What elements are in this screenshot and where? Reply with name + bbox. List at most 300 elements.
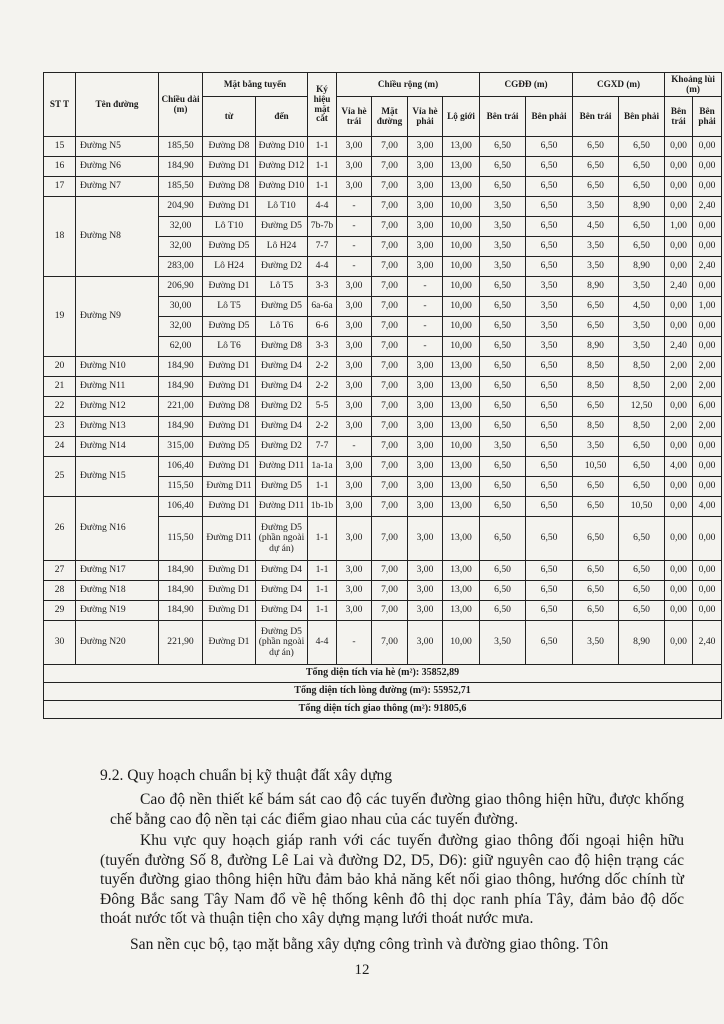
- cell-cgxdp: 6,50: [619, 237, 665, 257]
- cell-kh: 4-4: [308, 197, 337, 217]
- cell-dai: 30,00: [159, 297, 203, 317]
- cell-kh: 1-1: [308, 177, 337, 197]
- cell-road-name: Đường N17: [76, 561, 159, 581]
- cell-cgxdt: 3,50: [573, 197, 619, 217]
- cell-tu: Đường D11: [203, 517, 256, 561]
- cell-cgddp: 6,50: [526, 581, 573, 601]
- cell-cgddp: 6,50: [526, 457, 573, 477]
- cell-klt: 2,00: [665, 357, 693, 377]
- cell-vhp: -: [408, 317, 443, 337]
- cell-kh: 7-7: [308, 437, 337, 457]
- cell-kh: 2-2: [308, 417, 337, 437]
- cell-den: Lô T5: [256, 277, 308, 297]
- cell-kh: 5-5: [308, 397, 337, 417]
- cell-den: Đường D2: [256, 397, 308, 417]
- cell-cgddp: 6,50: [526, 561, 573, 581]
- cell-cgxdt: 6,50: [573, 517, 619, 561]
- cell-vht: -: [337, 437, 372, 457]
- cell-kh: 6-6: [308, 317, 337, 337]
- header-cgdd-ben-phai: Bên phải: [526, 97, 573, 137]
- cell-cgxdt: 8,90: [573, 337, 619, 357]
- cell-cgddt: 6,50: [480, 137, 526, 157]
- cell-cgxdt: 3,50: [573, 621, 619, 665]
- cell-cgddt: 6,50: [480, 477, 526, 497]
- cell-stt: 20: [44, 357, 76, 377]
- cell-den: Lô H24: [256, 237, 308, 257]
- table-row: [44, 197, 722, 217]
- total-row: [44, 701, 722, 719]
- cell-vht: 3,00: [337, 457, 372, 477]
- cell-cgxdp: 6,50: [619, 581, 665, 601]
- cell-stt: 26: [44, 497, 76, 561]
- cell-md: 7,00: [372, 457, 408, 477]
- cell-dai: 184,90: [159, 561, 203, 581]
- table-body: [44, 137, 722, 719]
- cell-kh: 1-1: [308, 581, 337, 601]
- cell-cgddp: 6,50: [526, 217, 573, 237]
- header-lo-gioi: Lộ giới: [443, 97, 480, 137]
- cell-vhp: 3,00: [408, 357, 443, 377]
- cell-cgxdt: 6,50: [573, 581, 619, 601]
- cell-md: 7,00: [372, 177, 408, 197]
- cell-cgxdt: 6,50: [573, 177, 619, 197]
- cell-klt: 0,00: [665, 317, 693, 337]
- road-specs-table: [43, 72, 722, 719]
- cell-kh: 1-1: [308, 137, 337, 157]
- cell-cgddp: 6,50: [526, 621, 573, 665]
- cell-kh: 1-1: [308, 157, 337, 177]
- cell-cgxdt: 4,50: [573, 217, 619, 237]
- cell-vhp: 3,00: [408, 237, 443, 257]
- cell-cgxdt: 8,90: [573, 277, 619, 297]
- cell-klt: 0,00: [665, 517, 693, 561]
- cell-tu: Đường D1: [203, 357, 256, 377]
- cell-cgddp: 6,50: [526, 197, 573, 217]
- cell-lg: 13,00: [443, 137, 480, 157]
- cell-cgxdp: 6,50: [619, 177, 665, 197]
- cell-dai: 184,90: [159, 357, 203, 377]
- cell-tu: Đường D8: [203, 177, 256, 197]
- cell-cgxdt: 8,50: [573, 357, 619, 377]
- cell-klt: 4,00: [665, 457, 693, 477]
- cell-vhp: 3,00: [408, 257, 443, 277]
- total-cell: Tổng diện tích lòng đường (m²): 55952,71: [44, 683, 722, 701]
- cell-den: Đường D4: [256, 561, 308, 581]
- cell-cgxdt: 8,50: [573, 417, 619, 437]
- cell-stt: 19: [44, 277, 76, 357]
- cell-kh: 2-2: [308, 377, 337, 397]
- cell-lg: 10,00: [443, 277, 480, 297]
- cell-cgddt: 3,50: [480, 437, 526, 457]
- cell-md: 7,00: [372, 561, 408, 581]
- cell-tu: Đường D1: [203, 621, 256, 665]
- cell-cgxdt: 6,50: [573, 477, 619, 497]
- cell-lg: 13,00: [443, 157, 480, 177]
- cell-kh: 1a-1a: [308, 457, 337, 477]
- cell-vht: 3,00: [337, 417, 372, 437]
- cell-vht: 3,00: [337, 137, 372, 157]
- cell-lg: 10,00: [443, 217, 480, 237]
- cell-vhp: 3,00: [408, 437, 443, 457]
- cell-cgddt: 6,50: [480, 277, 526, 297]
- table-row: [44, 377, 722, 397]
- cell-tu: Đường D1: [203, 561, 256, 581]
- cell-tu: Đường D5: [203, 437, 256, 457]
- cell-klp: 0,00: [693, 437, 722, 457]
- cell-vhp: 3,00: [408, 417, 443, 437]
- cell-md: 7,00: [372, 197, 408, 217]
- cell-md: 7,00: [372, 217, 408, 237]
- header-stt: ST T: [44, 73, 76, 137]
- cell-tu: Lô T5: [203, 297, 256, 317]
- cell-road-name: Đường N7: [76, 177, 159, 197]
- cell-vht: 3,00: [337, 581, 372, 601]
- cell-dai: 106,40: [159, 457, 203, 477]
- cell-vhp: 3,00: [408, 397, 443, 417]
- cell-vhp: 3,00: [408, 377, 443, 397]
- cell-klt: 0,00: [665, 497, 693, 517]
- cell-cgddt: 6,50: [480, 601, 526, 621]
- cell-road-name: Đường N16: [76, 497, 159, 561]
- cell-den: Đường D4: [256, 377, 308, 397]
- table-row: [44, 277, 722, 297]
- cell-cgxdp: 8,50: [619, 377, 665, 397]
- cell-cgddt: 6,50: [480, 297, 526, 317]
- table-row: [44, 177, 722, 197]
- cell-den: Đường D5: [256, 477, 308, 497]
- cell-lg: 13,00: [443, 177, 480, 197]
- table-row: [44, 437, 722, 457]
- cell-klp: 0,00: [693, 337, 722, 357]
- cell-cgxdt: 6,50: [573, 317, 619, 337]
- header-cgdd: CGĐĐ (m): [480, 73, 573, 97]
- cell-klp: 0,00: [693, 477, 722, 497]
- total-cell: Tổng diện tích vỉa hè (m²): 35852,89: [44, 665, 722, 683]
- cell-klp: 0,00: [693, 217, 722, 237]
- cell-cgddt: 6,50: [480, 417, 526, 437]
- cell-cgxdt: 3,50: [573, 437, 619, 457]
- header-via-he-trai: Vỉa hè trái: [337, 97, 372, 137]
- cell-cgddt: 6,50: [480, 581, 526, 601]
- cell-dai: 184,90: [159, 601, 203, 621]
- cell-cgddp: 6,50: [526, 177, 573, 197]
- header-den: đến: [256, 97, 308, 137]
- cell-cgddt: 6,50: [480, 337, 526, 357]
- cell-klp: 0,00: [693, 517, 722, 561]
- cell-cgddt: 6,50: [480, 157, 526, 177]
- cell-dai: 115,50: [159, 477, 203, 497]
- table-row: [44, 621, 722, 665]
- cell-kh: 6a-6a: [308, 297, 337, 317]
- cell-vht: 3,00: [337, 477, 372, 497]
- cell-md: 7,00: [372, 377, 408, 397]
- cell-cgddt: 6,50: [480, 177, 526, 197]
- cell-den: Đường D4: [256, 581, 308, 601]
- cell-road-name: Đường N14: [76, 437, 159, 457]
- cell-dai: 184,90: [159, 377, 203, 397]
- cell-klp: 0,00: [693, 601, 722, 621]
- cell-cgddp: 3,50: [526, 297, 573, 317]
- cell-lg: 10,00: [443, 621, 480, 665]
- cell-lg: 13,00: [443, 561, 480, 581]
- cell-road-name: Đường N20: [76, 621, 159, 665]
- cell-kh: 2-2: [308, 357, 337, 377]
- cell-cgddt: 3,50: [480, 237, 526, 257]
- cell-md: 7,00: [372, 357, 408, 377]
- cell-vht: -: [337, 257, 372, 277]
- cell-tu: Đường D1: [203, 377, 256, 397]
- cell-kh: 1-1: [308, 601, 337, 621]
- cell-klp: 2,00: [693, 417, 722, 437]
- header-ten-duong: Tên đường: [76, 73, 159, 137]
- cell-stt: 24: [44, 437, 76, 457]
- cell-md: 7,00: [372, 397, 408, 417]
- cell-cgddt: 6,50: [480, 397, 526, 417]
- cell-md: 7,00: [372, 317, 408, 337]
- cell-tu: Đường D1: [203, 457, 256, 477]
- cell-klt: 0,00: [665, 437, 693, 457]
- cell-cgddp: 6,50: [526, 157, 573, 177]
- header-tu: từ: [203, 97, 256, 137]
- cell-klt: 0,00: [665, 297, 693, 317]
- cell-cgxdt: 8,50: [573, 377, 619, 397]
- cell-cgxdp: 10,50: [619, 497, 665, 517]
- cell-klt: 0,00: [665, 237, 693, 257]
- cell-klp: 2,00: [693, 377, 722, 397]
- cell-stt: 15: [44, 137, 76, 157]
- cell-klp: 2,40: [693, 257, 722, 277]
- section-heading: 9.2. Quy hoạch chuẩn bị kỹ thuật đất xây dựng: [100, 767, 393, 784]
- cell-den: Đường D4: [256, 357, 308, 377]
- cell-cgddp: 6,50: [526, 601, 573, 621]
- cell-lg: 10,00: [443, 237, 480, 257]
- cell-lg: 13,00: [443, 497, 480, 517]
- cell-cgxdp: 8,90: [619, 197, 665, 217]
- cell-vhp: 3,00: [408, 561, 443, 581]
- cell-kh: 1-1: [308, 561, 337, 581]
- cell-md: 7,00: [372, 581, 408, 601]
- cell-stt: 30: [44, 621, 76, 665]
- table-row: [44, 497, 722, 517]
- cell-road-name: Đường N11: [76, 377, 159, 397]
- header-via-he-phai: Vỉa hè phải: [408, 97, 443, 137]
- cell-vht: 3,00: [337, 357, 372, 377]
- cell-road-name: Đường N12: [76, 397, 159, 417]
- cell-klt: 2,00: [665, 377, 693, 397]
- cell-md: 7,00: [372, 137, 408, 157]
- cell-lg: 10,00: [443, 197, 480, 217]
- cell-lg: 13,00: [443, 377, 480, 397]
- cell-vhp: -: [408, 337, 443, 357]
- cell-lg: 13,00: [443, 357, 480, 377]
- cell-cgddt: 3,50: [480, 217, 526, 237]
- cell-cgxdp: 8,90: [619, 621, 665, 665]
- cell-klt: 0,00: [665, 137, 693, 157]
- cell-tu: Đường D11: [203, 477, 256, 497]
- cell-cgxdp: 6,50: [619, 561, 665, 581]
- cell-klt: 2,40: [665, 277, 693, 297]
- cell-cgxdt: 6,50: [573, 561, 619, 581]
- cell-lg: 13,00: [443, 417, 480, 437]
- cell-md: 7,00: [372, 277, 408, 297]
- cell-cgddp: 6,50: [526, 417, 573, 437]
- total-row: [44, 683, 722, 701]
- cell-vht: -: [337, 217, 372, 237]
- cell-cgddp: 3,50: [526, 277, 573, 297]
- cell-cgxdp: 6,50: [619, 157, 665, 177]
- cell-cgddt: 3,50: [480, 621, 526, 665]
- cell-vht: 3,00: [337, 377, 372, 397]
- cell-md: 7,00: [372, 601, 408, 621]
- cell-cgddt: 6,50: [480, 497, 526, 517]
- cell-klp: 0,00: [693, 157, 722, 177]
- table-row: [44, 357, 722, 377]
- table-row: [44, 561, 722, 581]
- cell-klt: 0,00: [665, 397, 693, 417]
- cell-den: Lô T10: [256, 197, 308, 217]
- cell-cgddp: 6,50: [526, 377, 573, 397]
- cell-tu: Lô H24: [203, 257, 256, 277]
- cell-md: 7,00: [372, 437, 408, 457]
- cell-stt: 27: [44, 561, 76, 581]
- cell-kh: 3-3: [308, 277, 337, 297]
- cell-klt: 0,00: [665, 197, 693, 217]
- cell-tu: Đường D5: [203, 237, 256, 257]
- cell-vhp: 3,00: [408, 137, 443, 157]
- header-kl-ben-phai: Bên phải: [693, 97, 722, 137]
- cell-road-name: Đường N6: [76, 157, 159, 177]
- cell-md: 7,00: [372, 337, 408, 357]
- cell-md: 7,00: [372, 477, 408, 497]
- cell-cgddp: 6,50: [526, 517, 573, 561]
- cell-cgxdp: 12,50: [619, 397, 665, 417]
- cell-tu: Đường D5: [203, 317, 256, 337]
- header-chieu-rong: Chiều rộng (m): [337, 73, 480, 97]
- cell-vhp: 3,00: [408, 457, 443, 477]
- cell-cgddp: 6,50: [526, 397, 573, 417]
- cell-lg: 10,00: [443, 297, 480, 317]
- cell-lg: 10,00: [443, 257, 480, 277]
- cell-den: Đường D4: [256, 417, 308, 437]
- total-row: [44, 665, 722, 683]
- cell-cgddp: 6,50: [526, 437, 573, 457]
- cell-stt: 16: [44, 157, 76, 177]
- cell-cgxdp: 6,50: [619, 137, 665, 157]
- cell-road-name: Đường N5: [76, 137, 159, 157]
- cell-cgddt: 6,50: [480, 457, 526, 477]
- cell-dai: 115,50: [159, 517, 203, 561]
- cell-cgddp: 6,50: [526, 137, 573, 157]
- cell-dai: 206,90: [159, 277, 203, 297]
- cell-den: Đường D2: [256, 437, 308, 457]
- cell-klt: 0,00: [665, 477, 693, 497]
- cell-den: Đường D8: [256, 337, 308, 357]
- cell-md: 7,00: [372, 417, 408, 437]
- cell-lg: 10,00: [443, 317, 480, 337]
- cell-klt: 0,00: [665, 257, 693, 277]
- header-cgxd-ben-phai: Bên phải: [619, 97, 665, 137]
- table-row: [44, 601, 722, 621]
- cell-den: Đường D11: [256, 497, 308, 517]
- cell-tu: Đường D1: [203, 581, 256, 601]
- cell-klt: 2,00: [665, 417, 693, 437]
- cell-cgxdt: 6,50: [573, 297, 619, 317]
- cell-cgxdp: 3,50: [619, 337, 665, 357]
- cell-cgddt: 6,50: [480, 357, 526, 377]
- cell-cgxdt: 6,50: [573, 601, 619, 621]
- cell-klp: 0,00: [693, 177, 722, 197]
- header-cgxd-ben-trai: Bên trái: [573, 97, 619, 137]
- cell-vht: 3,00: [337, 277, 372, 297]
- cell-stt: 17: [44, 177, 76, 197]
- cell-kh: 7b-7b: [308, 217, 337, 237]
- cell-cgxdp: 4,50: [619, 297, 665, 317]
- cell-md: 7,00: [372, 621, 408, 665]
- cell-den: Đường D5: [256, 297, 308, 317]
- table-row: [44, 137, 722, 157]
- cell-stt: 22: [44, 397, 76, 417]
- cell-kh: 4-4: [308, 621, 337, 665]
- cell-kh: 1-1: [308, 517, 337, 561]
- cell-lg: 13,00: [443, 601, 480, 621]
- cell-cgddp: 3,50: [526, 337, 573, 357]
- cell-cgddp: 6,50: [526, 497, 573, 517]
- table-row: [44, 417, 722, 437]
- cell-den: Lô T6: [256, 317, 308, 337]
- cell-cgxdp: 8,50: [619, 417, 665, 437]
- cell-cgxdt: 3,50: [573, 257, 619, 277]
- header-mat-bang: Mặt bằng tuyến: [203, 73, 308, 97]
- cell-stt: 25: [44, 457, 76, 497]
- cell-vhp: 3,00: [408, 157, 443, 177]
- cell-dai: 32,00: [159, 317, 203, 337]
- cell-den: Đường D10: [256, 137, 308, 157]
- cell-dai: 185,50: [159, 137, 203, 157]
- cell-vhp: 3,00: [408, 497, 443, 517]
- cell-stt: 28: [44, 581, 76, 601]
- cell-vht: 3,00: [337, 561, 372, 581]
- cell-cgxdp: 6,50: [619, 517, 665, 561]
- cell-den: Đường D4: [256, 601, 308, 621]
- cell-cgddt: 6,50: [480, 377, 526, 397]
- cell-cgxdp: 6,50: [619, 601, 665, 621]
- cell-dai: 185,50: [159, 177, 203, 197]
- cell-lg: 13,00: [443, 457, 480, 477]
- cell-vhp: 3,00: [408, 601, 443, 621]
- cell-vhp: 3,00: [408, 197, 443, 217]
- cell-vhp: 3,00: [408, 517, 443, 561]
- cell-vhp: -: [408, 277, 443, 297]
- cell-vhp: -: [408, 297, 443, 317]
- cell-tu: Đường D1: [203, 277, 256, 297]
- cell-kh: 1b-1b: [308, 497, 337, 517]
- cell-den: Đường D2: [256, 257, 308, 277]
- cell-road-name: Đường N19: [76, 601, 159, 621]
- cell-lg: 13,00: [443, 581, 480, 601]
- cell-cgxdt: 6,50: [573, 137, 619, 157]
- cell-vht: 3,00: [337, 517, 372, 561]
- cell-md: 7,00: [372, 517, 408, 561]
- cell-lg: 13,00: [443, 397, 480, 417]
- cell-road-name: Đường N9: [76, 277, 159, 357]
- cell-dai: 221,00: [159, 397, 203, 417]
- page-number: 12: [354, 962, 370, 978]
- cell-klt: 0,00: [665, 157, 693, 177]
- cell-cgddt: 6,50: [480, 317, 526, 337]
- cell-cgxdp: 6,50: [619, 437, 665, 457]
- cell-klp: 0,00: [693, 457, 722, 477]
- cell-vhp: 3,00: [408, 581, 443, 601]
